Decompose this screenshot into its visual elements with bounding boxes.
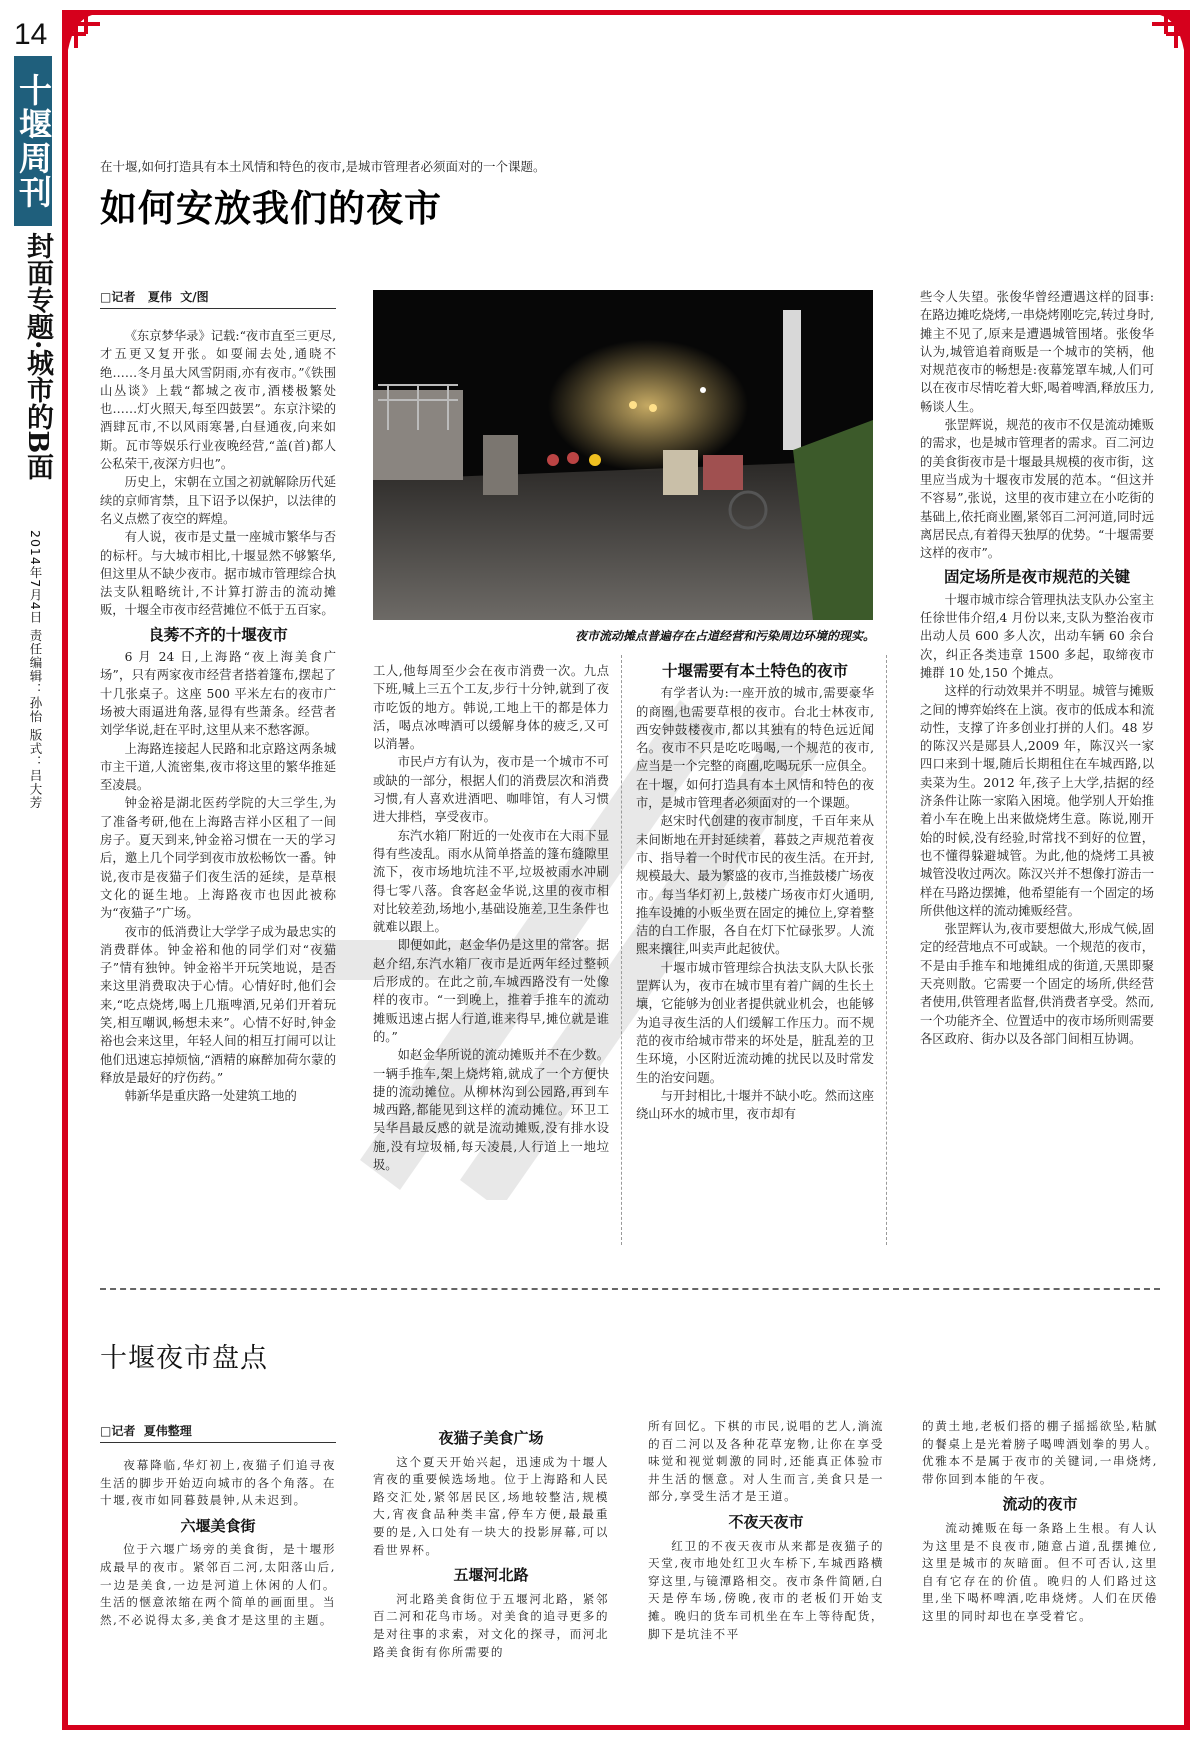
subheading: 五堰河北路	[453, 1566, 529, 1585]
paragraph: 赵宋时代创建的夜市制度，千百年来从未间断地在开封延续着，暮鼓之声规范着夜市、指导着一个时代市民的夜生活。在开封,规模最大、最为繁盛的夜市,当推鼓楼广场夜市。每当华灯初上,鼓楼广场夜市灯火通明,推车设摊的小贩坐贾在固定的摊位上,穿着整洁的白工作服，各自在灯下忙碌张罗。人流熙来攘往,叫卖声此起彼伏。	[636, 814, 874, 957]
masthead: 十堰周刊	[14, 56, 52, 226]
corner-ornament-icon	[1128, 10, 1190, 72]
night-market-street-photo-icon	[373, 290, 873, 620]
article-kicker: 在十堰,如何打造具有本土风情和特色的夜市,是城市管理者必须面对的一个课题。	[100, 159, 546, 174]
paragraph: 有人说，夜市是丈量一座城市繁华与否的标杆。与大城市相比,十堰显然不够繁华,但这里从不缺少夜市。据市城市管理综合执法支队粗略统计,不计算打游击的流动摊贩，十堰全市夜市经营摊位不低于五百家。	[100, 530, 336, 618]
dateline: 2014年7月4日 责任编辑：孙怡 版式：吕大芳	[28, 530, 43, 810]
roundup-column-3	[648, 1418, 884, 1643]
column-divider	[886, 655, 887, 1245]
paragraph: 工人,他每周至少会在夜市消费一次。九点下班,喊上三五个工友,步行十分钟,就到了夜市吃饭的地方。韩说,工地上干的都是体力活，喝点冰啤酒可以缓解身体的疲乏,又可以消暑。	[373, 664, 609, 752]
subheading: 不夜天夜市	[728, 1512, 804, 1531]
paragraph: 这样的行动效果并不明显。城管与摊贩之间的博弈始终在上演。夜市的低成本和流动性，支撑了许多创业打拼的人们。48 岁的陈汉兴是郧县人,2009 年，陈汉兴一家四口来到十堰,随后长期租住在车城西路,以卖菜为生。2012 年,孩子上大学,拮据的经济条件让陈一家陷入困境。他学别人开始推着小车在晚上出来做烧烤生意。陈说,刚开始的时候,没有经验,时常找不到好的位置，也不懂得躲避城管。为此,他的烧烤工具被城管没收过两次。陈汉兴并不想像打游击一样在马路边摆摊，他希望能有一个固定的场所供他这样的流动摊贩经营。	[920, 684, 1154, 918]
subheading: 六堰美食街	[180, 1516, 256, 1535]
paragraph: 流动摊贩在每一条路上生根。有人认为这里是不良夜市,随意占道,乱摆摊位,这里是城市的灰暗面。但不可否认,这里自有它存在的价值。晚归的人们路过这里,坐下喝杯啤酒,吃串烧烤。人们在厌倦这里的同时却也在享受着它。	[922, 1520, 1158, 1623]
paragraph: 东汽水箱厂附近的一处夜市在大雨下显得有些凌乱。雨水从简单搭盖的篷布缝隙里流下，夜市场地坑洼不平,垃圾被雨水冲刷得七零八落。食客赵金华说,这里的夜市相对比较差劲,场地小,基础设施差,卫生条件也就难以跟上。	[373, 828, 609, 935]
roundup-column-2	[373, 1430, 609, 1661]
article-column-1	[100, 288, 336, 1105]
roundup-column-1	[100, 1422, 336, 1629]
subheading: 夜猫子美食广场	[438, 1429, 544, 1447]
paragraph: 所有回忆。下棋的市民,说唱的艺人,淌流的百二河以及各种花草宠物,让你在享受味觉和视觉刺激的同时,还能真正体验市井生活的惬意。对人生而言,美食只是一部分,享受生活才是王道。	[648, 1419, 884, 1504]
paragraph: 与开封相比,十堰并不缺小吃。然而这座绕山环水的城市里，夜市却有	[636, 1088, 874, 1122]
paragraph: 上海路连接起人民路和北京路这两条城市主干道,人流密集,夜市将这里的繁华推延至凌晨。	[100, 741, 336, 793]
frame-border-right	[1184, 10, 1190, 1730]
paragraph: 6 月 24 日,上海路“夜上海美食广场”，只有两家夜市经营者搭着篷布,摆起了十几张桌子。这座 500 平米左右的夜市广场被大雨逼进角落,显得有些萧条。经营者刘学华说,赶在平时,这里从来不愁客源。	[100, 650, 336, 738]
roundup-byline: □记者 夏伟整理	[100, 1422, 336, 1443]
paragraph: 十堰市城市综合管理执法支队办公室主任徐世伟介绍,4 月份以来,支队为整治夜市出动人员 600 多人次，出动车辆 60 余台次，纠正各类违章 1500 多起，取缔夜市摊群 10 处,150 个摊点。	[920, 592, 1154, 680]
roundup-title: 十堰夜市盘点	[100, 1343, 268, 1374]
paragraph: 历史上，宋朝在立国之初就解除历代延续的京师宵禁，且下诏予以保护，以法律的名义点燃了夜空的辉煌。	[100, 475, 336, 526]
paragraph: 张罡辉说，规范的夜市不仅是流动摊贩的需求，也是城市管理者的需求。百二河边的美食街夜市是十堰最具规模的夜市街，这里应当成为十堰夜市发展的范本。“但这并不容易”,张说，这里的夜市建立在小吃街的基础上,依托商业圈,紧邻百二河河道,同时远离居民点,有着得天独厚的优势。“十堰需要这样的夜市”。	[920, 418, 1154, 561]
subheading: 十堰需要有本土特色的夜市	[661, 662, 848, 680]
frame-border-left	[62, 10, 68, 1730]
page-number: 14	[14, 18, 48, 51]
subheading: 流动的夜市	[1002, 1495, 1078, 1514]
frame-border-bottom	[62, 1725, 1190, 1730]
paragraph: 夜市的低消费让大学学子成为最忠实的消费群体。钟金裕和他的同学们对“夜猫子”情有独钟。钟金裕半开玩笑地说，是否来这里消费取决于心情。心情好时,他们会来,“吃点烧烤,喝上几瓶啤酒,兄弟们开着玩笑,相互嘲讽,畅想未来”。心情不好时,钟金裕也会来这里，年轻人间的相互打闹可以让他们迅速忘掉烦恼,“酒精的麻醉加荷尔蒙的释放是最好的疗伤药。”	[100, 924, 336, 1085]
paragraph: 红卫的不夜天夜市从来都是夜猫子的天堂,夜市地处红卫火车桥下,车城西路横穿这里,与镜潭路相交。夜市条件简陋,白天是停车场,傍晚,夜市的老板们开始支摊。晚归的货车司机坐在车上等待配货，脚下是坑洼不平	[648, 1538, 884, 1641]
corner-ornament-icon	[62, 10, 124, 72]
paragraph: 的黄土地,老板们搭的棚子摇摇欲坠,粘腻的餐桌上是光着膀子喝啤酒划拳的男人。优雅本不是属于夜市的关键词,一串烧烤,带你回到本能的午夜。	[922, 1419, 1158, 1486]
article-headline: 如何安放我们的夜市	[100, 186, 442, 230]
section-title: 封面专题·城市的B面	[22, 232, 53, 481]
paragraph: 有学者认为:一座开放的城市,需要豪华的商圈,也需要草根的夜市。台北士林夜市,西安钟鼓楼夜市,都以其独有的特色远近闻名。夜市不只是吃吃喝喝,一个规范的夜市,应当是一个完整的商圈,吃喝玩乐一应俱全。在十堰，如何打造具有本土风情和特色的夜市，是城市管理者必须面对的一个课题。	[636, 686, 874, 811]
subheading: 良莠不齐的十堰夜市	[148, 625, 288, 644]
column-divider	[621, 655, 622, 1245]
section-divider	[100, 1288, 1160, 1290]
paragraph: 位于六堰广场旁的美食街，是十堰形成最早的夜市。紧邻百二河,太阳落山后,一边是美食,一边是河道上休闲的人们。生活的惬意浓缩在两个简单的画面里。当然,不必说得太多,美食才是这里的主题。	[100, 1542, 336, 1627]
article-column-3	[636, 662, 874, 1123]
frame-border-top	[62, 10, 1190, 15]
paragraph: 些令人失望。张俊华曾经遭遇这样的囧事:在路边摊吃烧烤,一串烧烤刚吃完,转过身时,摊主不见了,原来是遭遇城管围堵。张俊华认为,城管追着商贩是一个城市的笑柄，他对规范夜市的畅想是:夜幕笼罩车城,人们可以在夜市尽情吃着大虾,喝着啤酒,释放压力,畅谈人生。	[920, 290, 1154, 414]
paragraph: 钟金裕是湖北医药学院的大三学生,为了准备考研,他在上海路吉祥小区租了一间房子。夏天到来,钟金裕习惯在一天的学习后，邀上几个同学到夜市放松畅饮一番。钟说,夜市是夜猫子们夜生活的延续，是草根文化的诞生地。上海路夜市也因此被称为“夜猫子”广场。	[100, 796, 336, 921]
paragraph: 这个夏天开始兴起，迅速成为十堰人宵夜的重要候选场地。位于上海路和人民路交汇处,紧邻居民区,场地较整洁,规模大,宵夜食品种类丰富,停车方便,最最重要的是,入口处有一块大的投影屏幕,可以看世界杯。	[373, 1454, 609, 1557]
night-market-photo	[373, 290, 873, 620]
roundup-column-4	[922, 1418, 1158, 1626]
paragraph: 如赵金华所说的流动摊贩并不在少数。一辆手推车,架上烧烤箱,就成了一个方便快捷的流动摊位。从柳林沟到公园路,再到车城西路,都能见到这样的流动摊位。环卫工吴华昌最反感的就是流动摊贩,没有排水设施,没有垃圾桶,每天凌晨,人行道上一地垃圾。	[373, 1048, 609, 1173]
article-byline: □记者 夏伟 文/图	[100, 288, 336, 309]
paragraph: 河北路美食街位于五堰河北路，紧邻百二河和花鸟市场。对美食的追寻更多的是对往事的求索，对文化的探寻，而河北路美食街有你所需要的	[373, 1591, 609, 1659]
paragraph: 张罡辉认为,夜市要想做大,形成气候,固定的经营地点不可或缺。一个规范的夜市，不是由手推车和地摊组成的街道,天黑即聚天亮则散。它需要一个固定的场所,供经营者使用,供管理者监督,供消费者享受。然而,一个功能齐全、位置适中的夜市场所则需要各区政府、街办以及各部门间相互协调。	[920, 922, 1154, 1046]
photo-caption: 夜市流动摊点普遍存在占道经营和污染周边环境的现实。	[574, 629, 875, 643]
subheading: 固定场所是夜市规范的关键	[943, 568, 1130, 587]
paragraph: 《东京梦华录》记载:“夜市直至三更尽,才五更又复开张。如耍闹去处,通晓不绝……冬月虽大风雪阴雨,亦有夜市。”《铁围山丛谈》上载“都城之夜市,酒楼极繁处也……灯火照天,每至四鼓罢”。东京汴梁的酒肆瓦市,不以风雨寒暑,白昼通夜,向来如斯。瓦市等娱乐行业夜晚经营,“盖(首)都人公私荣干,夜深方归也”。	[100, 329, 336, 472]
article-column-2	[373, 662, 609, 1174]
paragraph: 韩新华是重庆路一处建筑工地的	[124, 1089, 297, 1104]
paragraph: 十堰市城市管理综合执法支队大队长张罡辉认为，夜市在城市里有着广阔的生长土壤，它能够为创业者提供就业机会，也能够为追寻夜生活的人们缓解工作压力。而不规范的夜市给城市带来的坏处是，脏乱差的卫生环境，小区附近流动摊的扰民以及时常发生的治安问题。	[636, 960, 874, 1085]
paragraph: 夜幕降临,华灯初上,夜猫子们追寻夜生活的脚步开始迈向城市的各个角落。在十堰,夜市如同暮鼓晨钟,从未迟到。	[100, 1458, 336, 1508]
paragraph: 即便如此，赵金华仍是这里的常客。据赵介绍,东汽水箱厂夜市是近两年经过整顿后形成的。在此之前,车城西路没有一处像样的夜市。“一到晚上，推着手推车的流动摊贩迅速占据人行道,谁来得早,摊位就是谁的。”	[373, 938, 609, 1044]
paragraph: 市民卢方有认为，夜市是一个城市不可或缺的一部分，根据人们的消费层次和消费习惯,有人喜欢进酒吧、咖啡馆，有人习惯进大排档，享受夜市。	[373, 755, 609, 825]
article-column-4	[920, 288, 1154, 1048]
